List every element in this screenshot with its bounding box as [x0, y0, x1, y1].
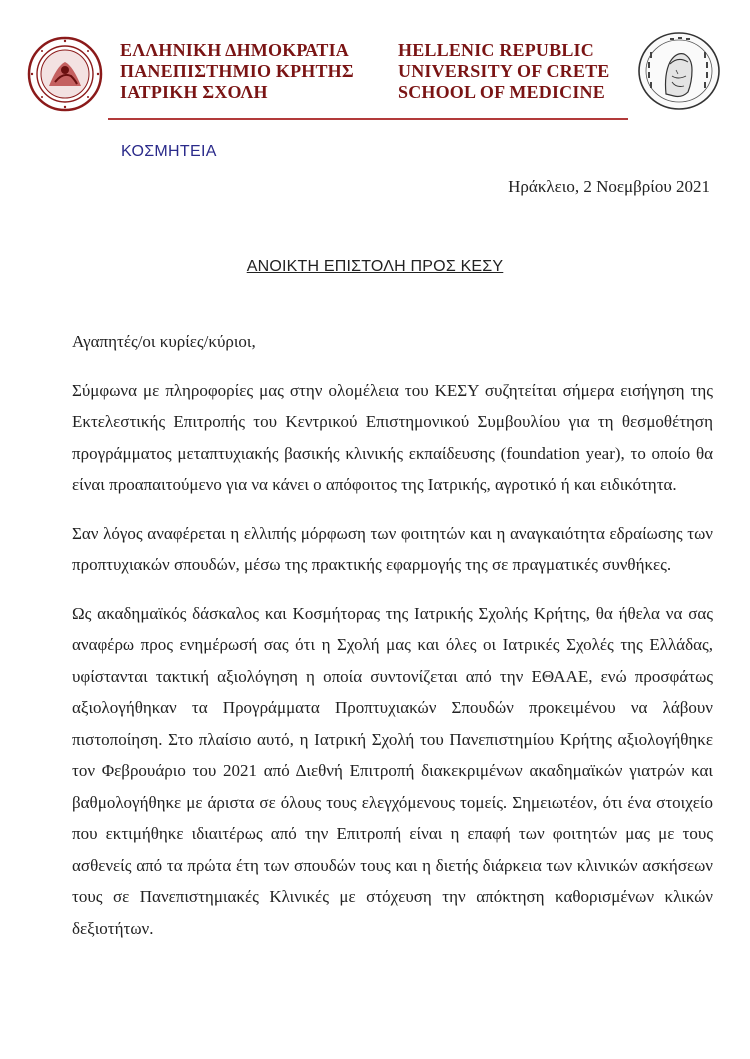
hippocrates-medallion-icon	[636, 30, 722, 112]
university-seal-icon	[27, 36, 103, 112]
greeting: Αγαπητές/οι κυρίες/κύριοι,	[72, 332, 256, 351]
letter-date: Ηράκλειο, 2 Νοεμβρίου 2021	[508, 177, 710, 196]
letterhead-english-line-2: UNIVERSITY OF CRETE	[398, 61, 610, 81]
paragraph-3: Ως ακαδημαϊκός δάσκαλος και Κοσμήτορας της Ιατρικής Σχολής Κρήτης, θα ήθελα να σας αναφέρω προς ενημέρωσή σας ότι η Σχολή μας και όλες οι Ιατρικές Σχολές της Ελλάδας, υφίστανται τακτική αξιολόγηση η οποία συντονίζεται από την ΕΘΑΑΕ, ενώ προσφάτως αξιολογήθηκαν τα Προγράμματα Προπτυχιακών Σπουδών προκειμένου να λάβουν πιστοποίηση. Στο πλαίσιο αυτό, η Ιατρική Σχολή του Πανεπιστημίου Κρήτης αξιολογήθηκε τον Φεβρουάριο του 2021 από Διεθνή Επιτροπή διακεκριμένων ακαδημαϊκών γιατρών και βαθμολογήθηκε με άριστα σε όλους τους ελεγχόμενους τομείς. Σημειωτέον, ότι ένα στοιχείο που εκτιμήθηκε ιδιαιτέρως από την Επιτροπή είναι η επαφή των φοιτητών μας με τους ασθενείς από τα πρώτα έτη των σπουδών τους και η διετής διάρκεια των κλινικών ασκήσεων τους σε Πανεπιστημιακές Κλινικές με στόχευση την απόκτηση καθορισμένων κλικών δεξιοτήτων.	[72, 603, 713, 938]
letterhead-greek	[120, 40, 354, 103]
paragraph-2: Σαν λόγος αναφέρεται η ελλιπής μόρφωση των φοιτητών και η αναγκαιότητα εδραίωσης των προπτυχιακών σπουδών, μέσω της πρακτικής εφαρμογής της σε πραγματικές συνθήκες.	[72, 523, 713, 574]
letterhead-greek-line-2: ΠΑΝΕΠΙΣΤΗΜΙΟ ΚΡΗΤΗΣ	[120, 61, 354, 81]
office-label: ΚΟΣΜΗΤΕΙΑ	[121, 143, 217, 160]
letter-body	[72, 326, 713, 961]
header-divider	[108, 118, 628, 120]
letterhead-greek-line-1: ΕΛΛΗΝΙΚΗ ΔΗΜΟΚΡΑΤΙΑ	[120, 40, 350, 60]
letterhead-english-line-3: SCHOOL OF MEDICINE	[398, 82, 605, 102]
letterhead-english-line-1: HELLENIC REPUBLIC	[398, 40, 594, 60]
letter-subject: ΑΝΟΙΚΤΗ ΕΠΙΣΤΟΛΗ ΠΡΟΣ ΚΕΣΥ	[246, 258, 504, 275]
letterhead	[0, 0, 750, 130]
letterhead-english	[398, 40, 610, 103]
paragraph-1: Σύμφωνα με πληροφορίες μας στην ολομέλεια του ΚΕΣΥ συζητείται σήμερα εισήγηση της Εκτελεστικής Επιτροπής του Κεντρικού Επιστημονικού Συμβουλίου για τη θεσμοθέτηση προγράμματος μεταπτυχιακής βασικής κλινικής εκπαίδευσης (foundation year), το οποίο θα είναι προαπαιτούμενο για να κάνει ο απόφοιτος της Ιατρικής, αγροτικό ή και ειδικότητα.	[72, 380, 713, 494]
letterhead-greek-line-3: ΙΑΤΡΙΚΗ ΣΧΟΛΗ	[120, 82, 268, 102]
